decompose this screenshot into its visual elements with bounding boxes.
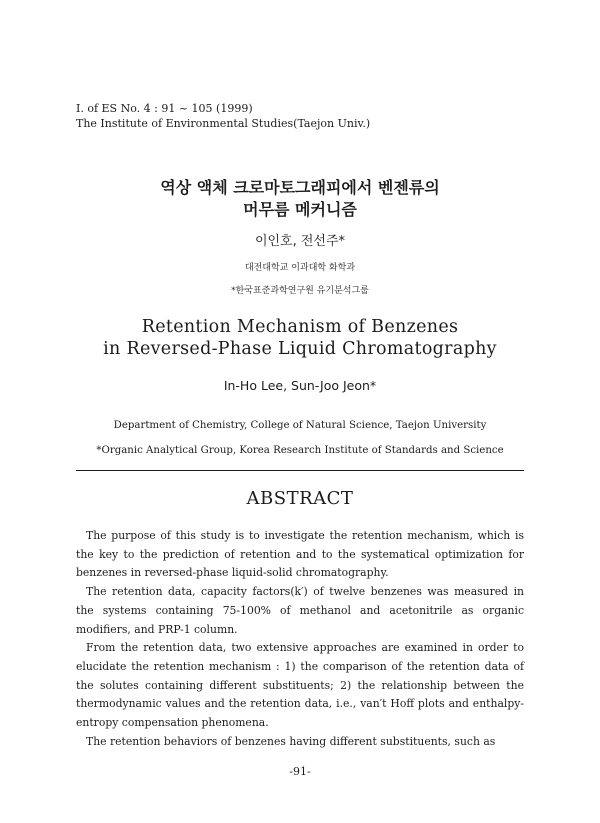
journal-institute: The Institute of Environmental Studies(Taejon Univ.) xyxy=(76,117,371,130)
journal-header xyxy=(76,101,370,131)
abstract-paragraph-4: The retention behaviors of benzenes having different substituents, such as xyxy=(86,734,496,748)
korean-affiliation-1: 대전대학교 이과대학 화학과 xyxy=(244,263,356,273)
abstract-heading: ABSTRACT xyxy=(246,488,354,509)
english-title xyxy=(0,316,600,360)
header-divider xyxy=(76,470,524,471)
abstract-paragraph-1: The purpose of this study is to investigate the retention mechanism, which is the key to the prediction of retention and to the systematical optimization for benzenes in reversed-phase liquid-solid chromatography. xyxy=(76,529,524,580)
english-authors: In-Ho Lee, Sun-Joo Jeon* xyxy=(223,378,377,393)
english-title-line-2: in Reversed-Phase Liquid Chromatography xyxy=(103,339,497,359)
korean-title-line-2: 머무름 메커니즘 xyxy=(243,200,357,219)
english-affiliation-2: *Organic Analytical Group, Korea Research Institute of Standards and Science xyxy=(96,445,504,456)
korean-title xyxy=(0,177,600,221)
korean-title-line-1: 역상 액체 크로마토그래피에서 벤젠류의 xyxy=(160,178,440,197)
journal-citation: Ⅰ. of ES No. 4 : 91 ~ 105 (1999) xyxy=(76,102,253,115)
page-number: -91- xyxy=(289,765,311,778)
abstract-paragraph-2: The retention data, capacity factors(k′) of twelve benzenes was measured in the systems containing 75-100% of methanol and acetonitrile as organic modifiers, and PRP-1 column. xyxy=(76,585,524,636)
korean-affiliation-2: *한국표준과학연구원 유기분석그룹 xyxy=(231,286,369,296)
abstract-body xyxy=(76,527,524,751)
english-title-line-1: Retention Mechanism of Benzenes xyxy=(141,317,459,337)
english-affiliation-1: Department of Chemistry, College of Natural Science, Taejon University xyxy=(113,420,487,431)
abstract-paragraph-3: From the retention data, two extensive approaches are examined in order to elucidate the retention mechanism : 1) the comparison of the retention data of the solutes containing different substituents; 2) the relationship between the thermodynamic values and the retention data, i.e., van′t Hoff plots and enthalpy- entropy compensation phenomena. xyxy=(76,641,524,730)
korean-authors: 이인호, 전선주* xyxy=(254,234,346,249)
